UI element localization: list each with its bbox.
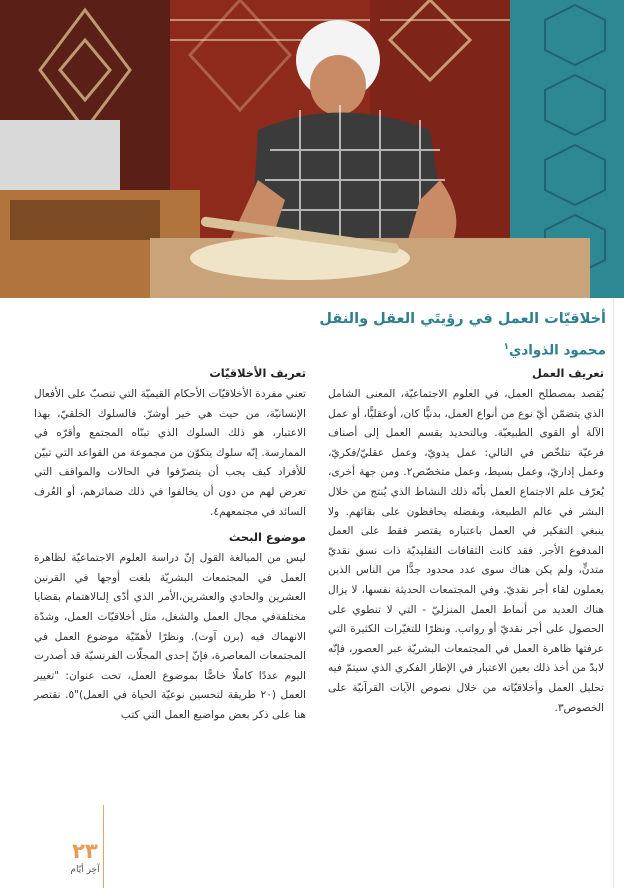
author-text: محمود الذوادي: [508, 342, 606, 359]
column-left: [34, 364, 306, 726]
column-rule-right: [613, 298, 614, 888]
author-footnote-marker: ١: [503, 342, 509, 352]
hero-photo: [0, 0, 624, 298]
magazine-name: آخِر أيّام: [70, 865, 100, 875]
author-name: [226, 336, 606, 362]
paragraph-research-topic: ليس من المبالغة القول إنّ دراسة العلوم الاجتماعيّة لظاهرة العمل في المجتمعات البشريّة بلغت أوجها في القرنين العشرين والحادي والعشرين،الأمر الذي أدّى إلىالاهتمام بقضايا مختلفةفي مجال العمل والشغل، مثل أخلاقيّات العمل، وشدّة الانهماك فيه (برن آوت). ونظرًا لأهمّيّة موضوع العمل في المجتمعات المعاصرة، فإنّ إحدى المجلّات الفرنسيّة قد أصدرت اليوم عددًا كاملًا خاصًّا بموضوع العمل، تحت عنوان: "تغيير العمل (٢٠ طريقة لتحسين نوعيّة الحياة في العمل)"٥. نقتصر هنا على ذكر بعض مواضيع العمل التي كتب: [34, 552, 306, 721]
heading-work-definition: تعريف العمل: [531, 366, 604, 380]
column-right: [328, 364, 604, 718]
heading-research-topic: موضوع البحث: [228, 530, 306, 545]
article-header: [226, 308, 606, 362]
paragraph-work-definition: يُقصد بمصطلح العمل، في العلوم الاجتماعيّة، المعنى الشامل الذي يتضمّن أيّ نوع من أنواع العمل، بدنيًّا كان، أوعقليًّا، أو عمل الآلة أو القوى الطبيعيّة. وبالتحديد يقسم العمل إلى أصناف فرعيّة تتلخّص في التالي: عمل يدويّ، وعمل عقليّ/فكريّ، وعمل إداريّ، وعمل بسيط، وعمل متخصّص٢. ومن جهة أخرى، يُعرّف علم الاجتماع العمل بأنّه ذلك النشاط الذي يُنتج من خلال البشر في عالم الطبيعة، وبفضله يحافظون على بقائهم. ولا ينبغي التفكير في العمل باعتباره يقتصر فقط على العمل المدفوع الأجر. فقد كانت الثقافات التقليديّة ذات نسق نقديّ متدنٍّ، ولم يكن هناك سوى عدد محدود جدًّا من الناس الذين يعملون لقاء أجر نقديّ. وفي المجتمعات الحديثة نفسها، لا يزال هناك العديد من أنماط العمل المنزليّ - التي لا تنطوي على الحصول على أجر نقديّ أو رواتب. ونظرًا للتغيّرات الكثيرة التي عرفتها ظاهرة العمل في المجتمعات البشريّة عبر العصور، فإنّه لابدّ من أخذ ذلك بعين الاعتبار في الإطار الفكري الذي سيتمّ فيه تحليل العمل وأخلاقيّاته من خلال نصوص الآيات القرآنيّة على الخصوص٣.: [328, 388, 605, 714]
footer-rule: [103, 805, 104, 888]
heading-ethics-definition: تعريف الأخلاقيّات: [209, 366, 306, 380]
paragraph-ethics-definition: تعني مفردة الأخلاقيّات الأحكام القيميّة التي تنصبّ على الأفعال الإنسانيّة، من حيث هي خير أوشرّ. فالسلوك الخلقيّ، بهذا الاعتبار، هو ذلك السلوك الذي تبنّاه المجتمع وأقرّه في الممارسة. إنّه سلوك يتكوّن من مجموعة من القواعد التي تبيّن للأفراد كيف يجب أن يتصرّفوا في الحالات والمواقف التي تعرض لهم من دون أن يخالفوا في ذلك ضمائرهم، أو العُرف السائد في مجتمعهم٤.: [34, 388, 306, 518]
article-title: أخلاقيّات العمل في رؤيتَي العقل والنقل: [319, 311, 606, 327]
woman-rolling-dough-illustration: [0, 0, 624, 298]
page-footer: [68, 838, 102, 876]
page-number: ٢٣: [72, 839, 98, 863]
